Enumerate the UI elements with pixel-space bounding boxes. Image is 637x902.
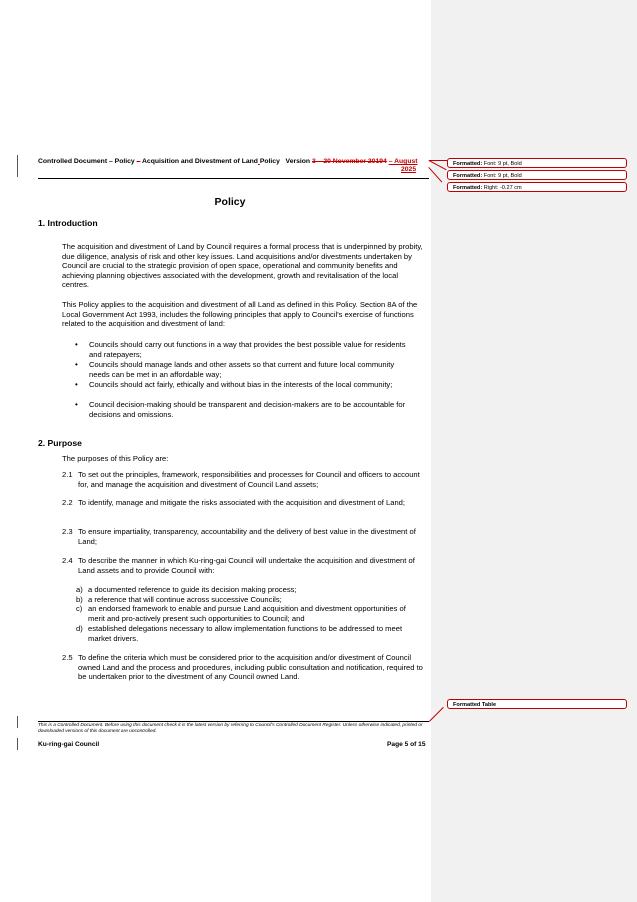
purpose-item-2-4: 2.4 To describe the manner in which Ku-ring-gai Council will undertake the acquisition and divestment of Land assets and to provide Council with: [62,556,415,575]
header-version-label: Version [285,158,311,165]
sub-item-d: d) established delegations necessary to allow implementation functions to be addressed to meet market drivers. [76,624,403,643]
change-bar [17,155,18,177]
purpose-intro: The purposes of this Policy are: [62,454,169,463]
comment-bubble[interactable]: Formatted: Font: 9 pt, Bold [447,170,627,180]
comment-bubble[interactable]: Formatted: Right: -0.27 cm [447,182,627,192]
purpose-item-2-1: 2.1 To set out the principles, framework, responsibilities and processes for Council and officers to account for, and manage the acquisition and divestment of Council Land assets; [62,470,420,489]
page-title: Policy [214,196,246,208]
list-item: • Council decision-making should be transparent and decision-makers are to be accountable for decisions and omissions. [75,400,406,419]
comment-margin [431,0,637,902]
sub-item-c: c) an endorsed framework to enable and pursue Land acquisition and divestment opportunities of merit and pro-actively present such opportunities to Council; and [76,604,406,623]
comment-bubble[interactable]: Formatted: Font: 9 pt, Bold [447,158,627,168]
intro-paragraph-1: The acquisition and divestment of Land by Council requires a formal process that is underpinned by probity, due diligence, analysis of risk and other key issues. Land acquisitions and/or divestments undertaken by Council are crucial to the strategic provision of open space, operational and community benefits and achieving planning objectives associated with the development, growth and revitalisation of the local centres. [62,242,423,290]
comment-bubble[interactable]: Formatted Table [447,699,627,709]
section-heading-introduction: 1. Introduction [38,218,98,228]
list-item: • Councils should carry out functions in a way that provides the best possible value for residents and ratepayers; [75,340,406,359]
sub-item-b: b) a reference that will continue across successive Councils; [76,595,282,604]
sub-item-a: a) a documented reference to guide its decision making process; [76,585,297,594]
list-item: • Councils should manage lands and other assets so that current and future local community needs can be met in an affordable way; [75,360,395,379]
change-bar [17,738,18,750]
purpose-item-2-3: 2.3 To ensure impartiality, transparency, accountability and the delivery of best value in the divestment of Land; [62,527,416,546]
header-rule [38,178,429,179]
purpose-item-2-5: 2.5 To define the criteria which must be considered prior to the acquisition and/or divestment of Council owned Land and the process and procedures, including public consultation and notification, required to be undertaken prior to the divestment of any Council owned Land. [62,653,423,682]
purpose-item-2-2: 2.2 To identify, manage and mitigate the risks associated with the acquisition and divestment of Land; [62,498,405,507]
footer-org: Ku-ring-gai Council [38,741,100,748]
header-prefix: Controlled Document – Policy [38,158,135,165]
header-version-deleted: 3 – 20 November 20194 [311,158,387,165]
section-heading-purpose: 2. Purpose [38,438,82,448]
page-header [38,158,431,165]
footer-note: This is a Controlled Document. Before using this document check it is the latest version by referring to Council's Controlled Document Register. Unless otherwise indicated, printed or downloaded versions of this document are uncontrolled. [38,723,423,734]
change-bar [17,716,18,728]
header-policy-word: Policy [259,158,280,165]
header-deleted-dash: – [136,158,141,165]
page-number: Page 5 of 15 [387,741,426,748]
list-item: • Councils should act fairly, ethically and without bias in the interests of the local community; [75,380,393,389]
header-year: 2025 [401,166,417,173]
header-policy-name: Acquisition and Divestment of Land [142,158,258,165]
intro-paragraph-2: This Policy applies to the acquisition and divestment of all Land as defined in this Policy. Section 8A of the Local Government Act 1993, includes the following principles that apply to Council's exercise of functions related to the acquisition and divestment of land: [62,300,418,329]
header-version-inserted: – August [388,158,418,165]
footer-rule [38,721,429,722]
